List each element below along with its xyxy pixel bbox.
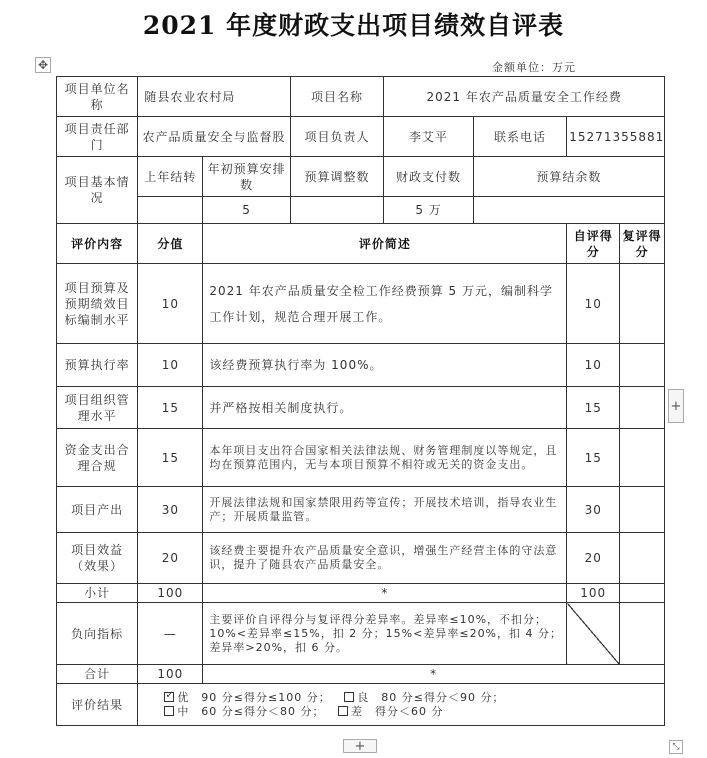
row-self-score: 10 [567, 264, 620, 344]
row-desc: 2021 年农产品质量安全检工作经费预算 5 万元，编制科学工作计划，规范合理开展工作。 [203, 264, 567, 344]
negative-desc: 主要评价自评得分与复评得分差异率。差异率≤10%，不扣分；10%<差异率≤15%，扣 2 分；15%<差异率≤20%，扣 4 分；差异率>20%，扣 6 分。 [203, 603, 567, 665]
dept-label: 项目责任部门 [57, 117, 138, 157]
negative-score: — [138, 603, 203, 665]
row-content: 项目预算及预期绩效目标编制水平 [57, 264, 138, 344]
header-row-unit [57, 77, 665, 117]
dept-value: 农产品质量安全与监督股 [138, 117, 290, 157]
row-score: 15 [138, 387, 203, 429]
row-self-score: 10 [567, 344, 620, 387]
row-self-score: 20 [567, 533, 620, 584]
header-row-dept [57, 117, 665, 157]
checkbox-icon[interactable] [344, 692, 354, 702]
negative-label: 负向指标 [57, 603, 138, 665]
row-score: 10 [138, 344, 203, 387]
row-desc: 开展法律法规和国家禁限用药等宣传；开展技术培训，指导农业生产；开展质量监管。 [203, 487, 567, 533]
unit-value: 随县农业农村局 [138, 77, 290, 117]
total-row [57, 665, 665, 684]
leader-value: 李艾平 [384, 117, 473, 157]
eval-desc-header: 评价简述 [203, 224, 567, 264]
negative-row [57, 603, 665, 665]
project-name-value: 2021 年农产品质量安全工作经费 [384, 77, 665, 117]
row-review-score [620, 387, 665, 429]
project-name-label: 项目名称 [290, 77, 384, 117]
row-review-score [620, 487, 665, 533]
leader-label: 项目负责人 [290, 117, 384, 157]
subtotal-row [57, 584, 665, 603]
row-content: 项目产出 [57, 487, 138, 533]
basic-label: 项目基本情况 [57, 157, 138, 224]
subtotal-desc: * [203, 584, 567, 603]
negative-review [620, 603, 665, 665]
amount-unit-note: 金额单位：万元 [492, 61, 576, 74]
result-line-2 [144, 705, 662, 719]
row-desc: 该经费预算执行率为 100%。 [203, 344, 567, 387]
table-row [57, 533, 665, 584]
subtotal-label: 小计 [57, 584, 138, 603]
result-excellent: 优 90 分≤得分≤100 分； [177, 690, 331, 704]
checkbox-icon[interactable] [338, 706, 348, 716]
result-good: 良 80 分≤得分＜90 分； [357, 690, 505, 704]
row-desc: 该经费主要提升农产品质量安全意识，增强生产经营主体的守法意识，提升了随县农产品质量安全。 [203, 533, 567, 584]
result-label: 评价结果 [57, 684, 138, 726]
eval-header-row [57, 224, 665, 264]
carryover-value [138, 197, 203, 224]
adjust-label: 预算调整数 [290, 157, 384, 197]
row-desc: 并严格按相关制度执行。 [203, 387, 567, 429]
page-title: 2021 年度财政支出项目绩效自评表 [142, 11, 565, 40]
add-row-icon[interactable]: + [343, 739, 377, 753]
table-row [57, 264, 665, 344]
balance-value [473, 197, 664, 224]
header-row-basic-labels [57, 157, 665, 197]
row-review-score [620, 429, 665, 487]
subtotal-self: 100 [567, 584, 620, 603]
performance-table [56, 76, 665, 726]
result-line-1 [144, 691, 662, 705]
row-content: 资金支出合理合规 [57, 429, 138, 487]
result-medium: 中 60 分≤得分＜80 分； [177, 704, 325, 718]
initial-budget-value: 5 [203, 197, 290, 224]
row-score: 30 [138, 487, 203, 533]
row-content: 预算执行率 [57, 344, 138, 387]
negative-self-diagonal [567, 603, 620, 665]
phone-label: 联系电话 [473, 117, 567, 157]
eval-self-header: 自评得分 [567, 224, 620, 264]
checkbox-icon[interactable] [164, 706, 174, 716]
header-row-basic-values [57, 197, 665, 224]
subtotal-review [620, 584, 665, 603]
add-column-icon[interactable]: + [668, 389, 684, 423]
eval-score-header: 分值 [138, 224, 203, 264]
eval-content-header: 评价内容 [57, 224, 138, 264]
balance-label: 预算结余数 [473, 157, 664, 197]
result-row [57, 684, 665, 726]
table-row [57, 487, 665, 533]
table-row [57, 344, 665, 387]
row-self-score: 30 [567, 487, 620, 533]
row-score: 20 [138, 533, 203, 584]
paid-value: 5 万 [384, 197, 473, 224]
table-move-handle-icon[interactable]: ✥ [35, 57, 51, 73]
row-score: 10 [138, 264, 203, 344]
row-review-score [620, 344, 665, 387]
table-row [57, 387, 665, 429]
paid-label: 财政支付数 [384, 157, 473, 197]
subtotal-score: 100 [138, 584, 203, 603]
unit-label: 项目单位名称 [57, 77, 138, 117]
row-review-score [620, 533, 665, 584]
result-poor: 差 得分＜60 分 [351, 704, 444, 718]
table-resize-icon[interactable]: ⤡ [669, 740, 683, 754]
row-desc: 本年项目支出符合国家相关法律法规、财务管理制度以等规定，且均在预算范围内，无与本项目预算不相符或无关的资金支出。 [203, 429, 567, 487]
row-score: 15 [138, 429, 203, 487]
row-self-score: 15 [567, 387, 620, 429]
initial-budget-label: 年初预算安排数 [203, 157, 290, 197]
result-options [138, 684, 665, 726]
row-content: 项目组织管理水平 [57, 387, 138, 429]
row-review-score [620, 264, 665, 344]
total-desc: * [203, 665, 665, 684]
table-row [57, 429, 665, 487]
total-score: 100 [138, 665, 203, 684]
total-label: 合计 [57, 665, 138, 684]
eval-review-header: 复评得分 [620, 224, 665, 264]
carryover-label: 上年结转 [138, 157, 203, 197]
checkbox-checked-icon[interactable] [164, 692, 174, 702]
row-self-score: 15 [567, 429, 620, 487]
phone-value: 15271355881 [567, 117, 665, 157]
row-content: 项目效益（效果） [57, 533, 138, 584]
adjust-value [290, 197, 384, 224]
